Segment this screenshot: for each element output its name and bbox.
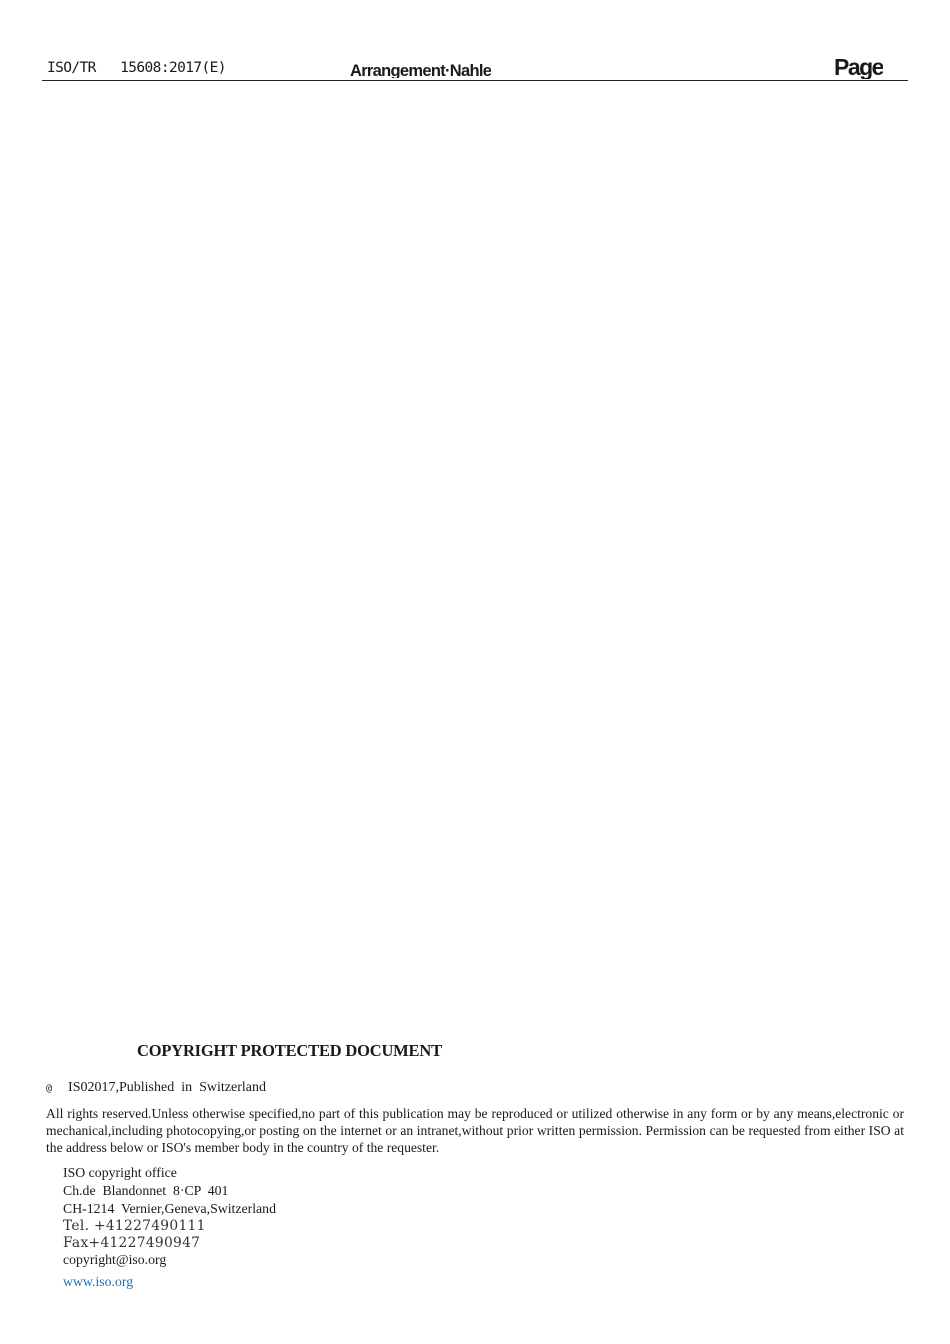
website-link[interactable]: www.iso.org xyxy=(63,1274,134,1289)
copyright-office-address xyxy=(63,1164,276,1291)
copyright-heading: COPYRIGHT PROTECTED DOCUMENT xyxy=(137,1041,442,1060)
copyright-symbol: @ xyxy=(46,1083,53,1094)
street-address: Ch.de Blandonnet 8·CP 401 xyxy=(63,1183,229,1198)
fax-number: Fax+41227490947 xyxy=(63,1235,201,1251)
published-text: IS02017,Published in Switzerland xyxy=(68,1080,266,1095)
page-header xyxy=(42,52,908,81)
rights-paragraph: All rights reserved.Unless otherwise specified,no part of this publication may be reproduced or utilized otherwise in any form or by any means,electronic or mechanical,including photocopying,or posting on the internet or an intranet,without prior written permission. Permission can be requested from either ISO at the address below or ISO's member body in the country of the requester. xyxy=(46,1106,904,1155)
publication-statement xyxy=(46,1080,266,1096)
header-title: Arrangement·Nahle xyxy=(350,62,492,78)
telephone-number: Tel. +41227490111 xyxy=(63,1218,206,1234)
office-name: ISO copyright office xyxy=(63,1165,177,1180)
email-address[interactable]: copyright@iso.org xyxy=(63,1252,167,1267)
city-address: CH-1214 Vernier,Geneva,Switzerland xyxy=(63,1201,276,1216)
document-id: ISO/TR 15608:2017(E) xyxy=(47,60,226,76)
page-label: Page xyxy=(834,54,883,79)
